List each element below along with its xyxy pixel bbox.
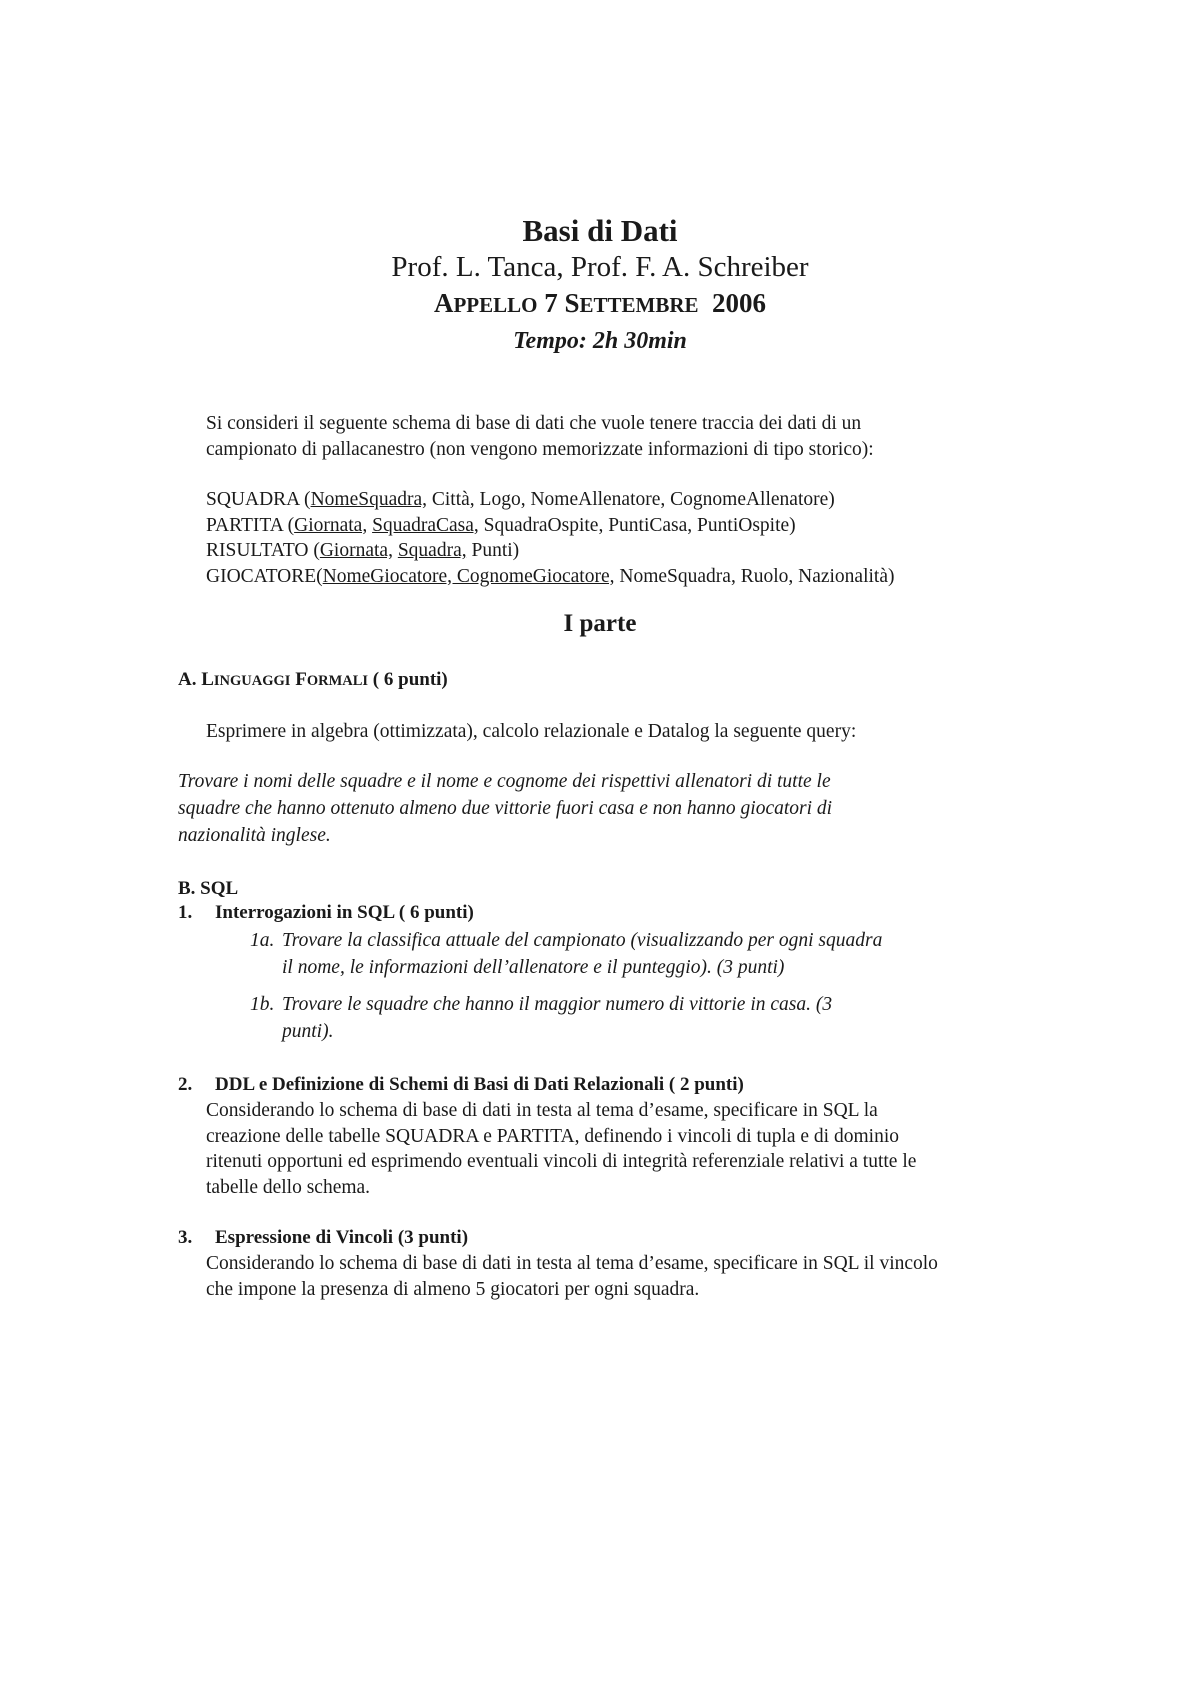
appello-rest: PPELLO: [453, 293, 538, 317]
key-squadra: Squadra,: [397, 540, 467, 561]
intro-paragraph: [206, 411, 874, 462]
exam-date-line: [0, 285, 1200, 323]
key-squadracasa: SquadraCasa,: [372, 514, 479, 536]
schema-risultato: RISULTATO (Giornata, Squadra, Punti): [206, 540, 520, 561]
schema-squadra: SQUADRA (NomeSquadra, Città, Logo, NomeAllenatore, CognomeAllenatore): [206, 489, 835, 510]
key-giocatore: NomeGiocatore, CognomeGiocatore,: [322, 565, 615, 587]
month-rest: ETTEMBRE: [579, 293, 699, 317]
appello-day: 7: [544, 288, 558, 318]
section-a-heading: A. LINGUAGGI FORMALI ( 6 punti): [178, 669, 448, 690]
time-limit: Tempo: 2h 30min: [513, 328, 687, 354]
q2-heading: 2. DDL e Definizione di Schemi di Basi di Dati Relazionali ( 2 punti): [178, 1074, 744, 1095]
q1-heading: 1. Interrogazioni in SQL ( 6 punti): [178, 902, 474, 923]
month-initial: S: [564, 288, 580, 318]
course-title: Basi di Dati: [522, 213, 678, 248]
q3-heading: 3. Espressione di Vincoli (3 punti): [178, 1227, 469, 1248]
section-b-heading: B. SQL: [178, 878, 239, 899]
schema-partita: PARTITA (Giornata, SquadraCasa, SquadraOspite, PuntiCasa, PuntiOspite): [206, 514, 796, 536]
q2-body: Considerando lo schema di base di dati in testa al tema d’esame, specificare in SQL la creazione delle tabelle SQUADRA e PARTITA, definendo i vincoli di tupla e di dominio ritenuti opportuni ed esprimendo eventuali vincoli di integrità referenziale relativi a tutte le tabelle dello schema.: [206, 1100, 917, 1198]
q3-body: Considerando lo schema di base di dati in testa al tema d’esame, specificare in SQL il vincolo che impone la presenza di almeno 5 giocatori per ogni squadra.: [206, 1253, 938, 1300]
key-giornata: Giornata,: [294, 514, 368, 536]
q1a-item: 1a. Trovare la classifica attuale del campionato (visualizzando per ogni squadra il nome, le informazioni dell’allenatore e il punteggio). (3 punti): [250, 927, 1030, 981]
intro-line-2: campionato di pallacanestro (non vengono memorizzate informazioni di tipo storico):: [206, 438, 874, 460]
section-a-query: Trovare i nomi delle squadre e il nome e cognome dei rispettivi allenatori di tutte le squadre che hanno ottenuto almeno due vittorie fuori casa e non hanno giocatori di nazionalità inglese.: [178, 771, 833, 846]
key-giornata-risultato: Giornata,: [319, 540, 393, 561]
professors-line: Prof. L. Tanca, Prof. F. A. Schreiber: [391, 251, 809, 283]
q1b-item: 1b. Trovare le squadre che hanno il maggior numero di vittorie in casa. (3 punti).: [250, 991, 1030, 1045]
q1b-label: 1b.: [250, 994, 275, 1015]
appello-year: 2006: [712, 288, 767, 318]
part-heading: I parte: [563, 610, 637, 637]
section-a-instruction: Esprimere in algebra (ottimizzata), calcolo relazionale e Datalog la seguente query:: [206, 721, 857, 742]
intro-line-1: Si consideri il seguente schema di base di dati che vuole tenere traccia dei dati di un: [206, 413, 862, 434]
q1a-label: 1a.: [250, 930, 275, 951]
schema-giocatore: GIOCATORE(NomeGiocatore, CognomeGiocatore, NomeSquadra, Ruolo, Nazionalità): [206, 565, 895, 587]
key-nomesquadra: NomeSquadra,: [310, 489, 427, 510]
appello-initial: A: [433, 288, 454, 318]
schema-list: [206, 487, 895, 589]
exam-header: [0, 213, 1200, 359]
